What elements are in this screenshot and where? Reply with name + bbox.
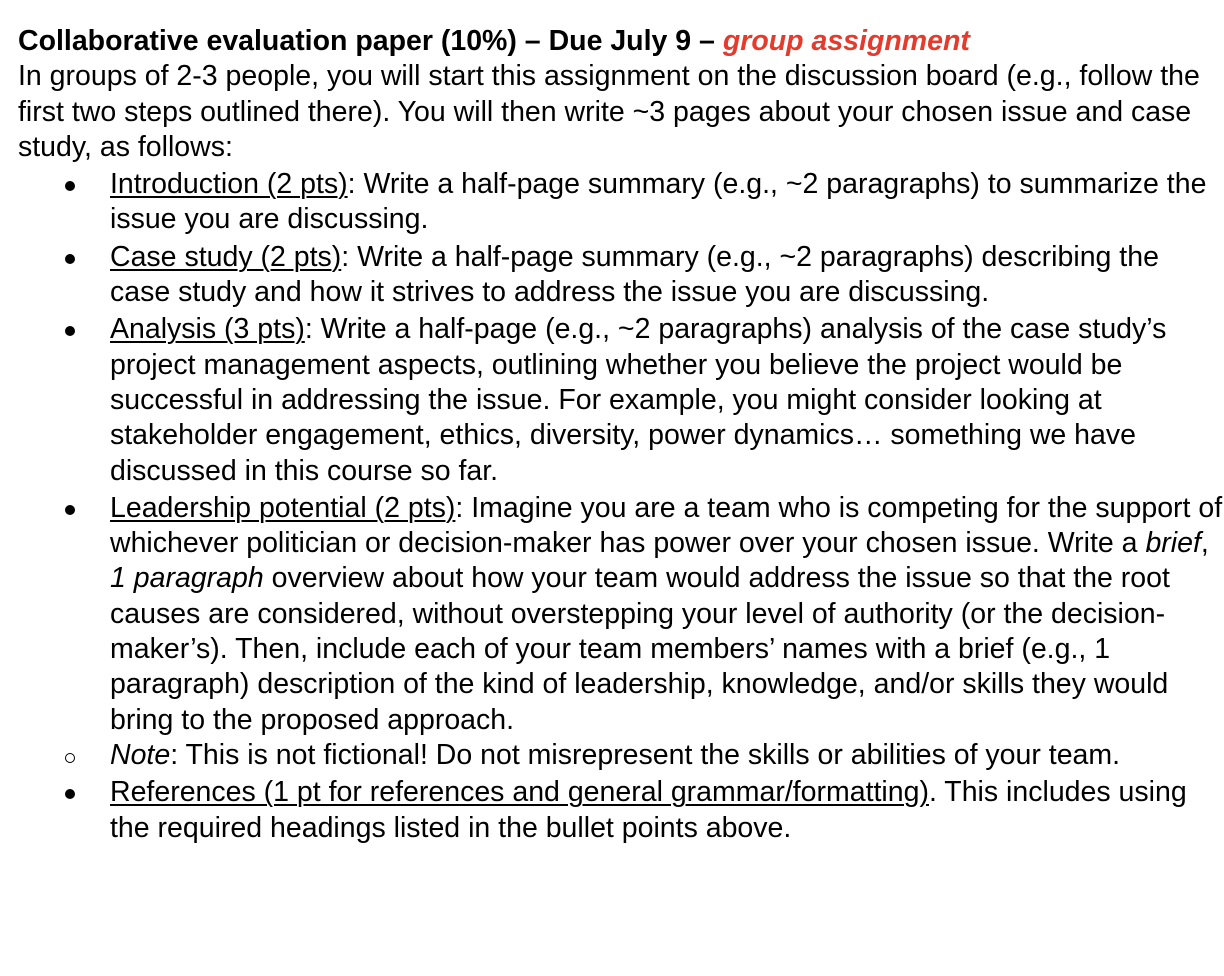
section-label: Analysis (3 pts)	[110, 313, 305, 346]
sub-list	[18, 738, 1224, 773]
bullet-icon	[65, 789, 75, 799]
bullet-icon	[65, 505, 75, 515]
requirements-list-continued	[18, 773, 1224, 846]
section-label: Introduction (2 pts)	[110, 168, 348, 201]
section-text: overview about how your team would address the issue so that the root causes are considered, without overstepping your level of authority (or the decision-maker’s). Then, include each of your team members’ names with a brief (e.g., 1 paragraph) description of the kind of leadership, knowledge, and/or skills they would bring to the proposed approach.	[110, 562, 1170, 736]
list-item-analysis	[18, 310, 1224, 488]
list-item-case-study	[18, 238, 1224, 311]
section-text: : Imagine you are a team who is competing for the support of whichever politician or decision-maker has power over your chosen issue. Write a	[110, 491, 1223, 560]
section-text: . This includes using the required headings listed in the bullet points above.	[110, 776, 1187, 844]
sub-list-item-note	[18, 738, 1224, 773]
hollow-bullet-icon	[65, 753, 75, 763]
heading-main: Collaborative evaluation paper (10%) – Due July 9 –	[18, 25, 723, 57]
assignment-heading	[18, 24, 1224, 59]
list-item-introduction	[18, 165, 1224, 238]
section-label: Case study (2 pts)	[110, 240, 342, 273]
section-label: Leadership potential (2 pts)	[110, 491, 456, 524]
list-item-references	[18, 773, 1224, 846]
section-label: References (1 pt for references and general grammar/formatting)	[110, 776, 929, 809]
note-label: Note	[110, 738, 171, 771]
intro-paragraph: In groups of 2-3 people, you will start this assignment on the discussion board (e.g., follow the first two steps outlined there). You will then write ~3 pages about your chosen issue and case study, as follows:	[18, 60, 1200, 163]
note-text: : This is not fictional! Do not misrepresent the skills or abilities of your team.	[170, 738, 1121, 771]
bullet-icon	[65, 254, 75, 264]
section-text: : Write a half-page summary (e.g., ~2 paragraphs) to summarize the issue you are discussing.	[110, 168, 1207, 236]
section-text: ,	[1200, 527, 1209, 560]
bullet-icon	[65, 181, 75, 191]
section-text: : Write a half-page summary (e.g., ~2 paragraphs) describing the case study and how it strives to address the issue you are discussing.	[110, 240, 1159, 309]
emphasis-brief: brief	[1145, 527, 1201, 560]
bullet-icon	[65, 326, 75, 336]
section-text: : Write a half-page (e.g., ~2 paragraphs) analysis of the case study’s project management aspects, outlining whether you believe the project would be successful in addressing the issue. For example, you might consider looking at stakeholder engagement, ethics, diversity, power dynamics… something we have discussed in this course so far.	[110, 313, 1167, 487]
list-item-leadership	[18, 489, 1224, 738]
heading-accent: group assignment	[722, 25, 970, 57]
emphasis-paragraph: 1 paragraph	[110, 562, 264, 595]
requirements-list	[18, 165, 1224, 738]
